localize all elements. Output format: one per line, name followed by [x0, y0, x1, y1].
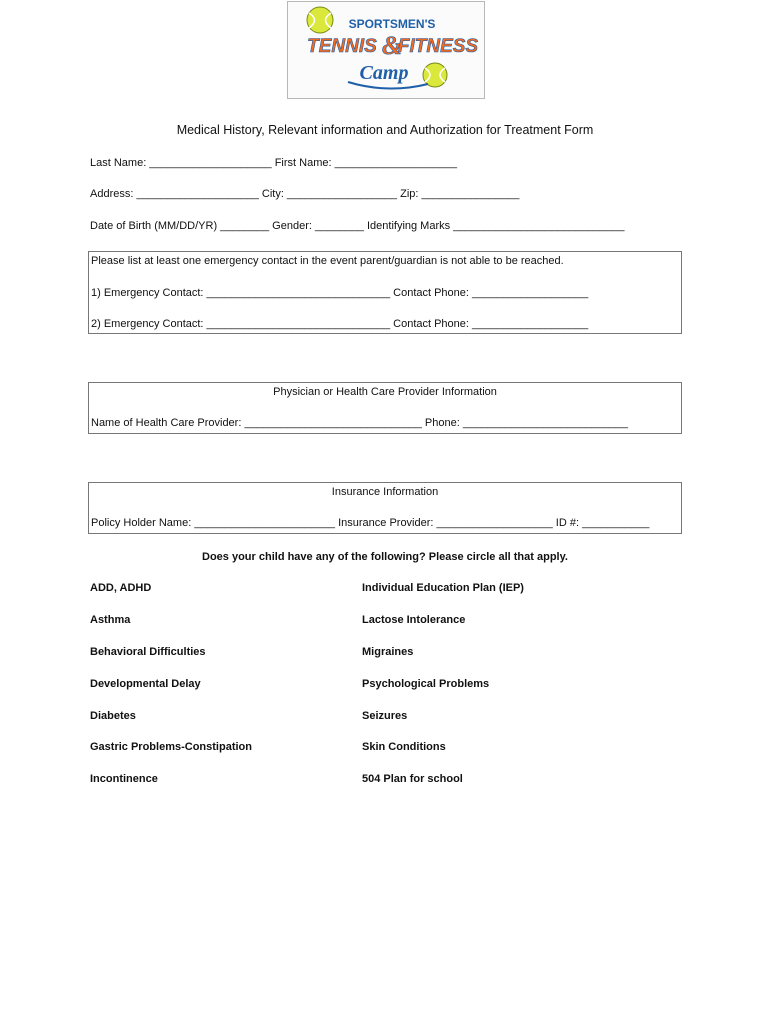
- name-fields[interactable]: Last Name: ____________________ First Name: ____________________: [90, 157, 457, 169]
- condition-item[interactable]: Asthma: [90, 614, 131, 626]
- logo-fitness-text: FITNESS: [397, 36, 479, 57]
- health-care-provider-field[interactable]: Name of Health Care Provider: _____________________________ Phone: ___________________________: [91, 417, 629, 429]
- condition-item[interactable]: Gastric Problems-Constipation: [90, 741, 252, 753]
- logo-graphic: [288, 2, 484, 98]
- address-fields[interactable]: Address: ____________________ City: __________________ Zip: ________________: [90, 188, 520, 200]
- camp-logo: [287, 1, 485, 99]
- tennis-ball-icon: [307, 7, 333, 33]
- insurance-field[interactable]: Policy Holder Name: _______________________ Insurance Provider: ___________________ ID #: ___________: [91, 517, 650, 529]
- condition-item[interactable]: Diabetes: [90, 710, 136, 722]
- form-title: Medical History, Relevant information and Authorization for Treatment Form: [176, 123, 594, 137]
- condition-item[interactable]: Seizures: [362, 710, 408, 722]
- insurance-heading: Insurance Information: [331, 486, 439, 498]
- conditions-question: Does your child have any of the following? Please circle all that apply.: [202, 551, 568, 563]
- condition-item[interactable]: Incontinence: [90, 773, 158, 785]
- logo-ampersand: &: [381, 31, 403, 60]
- logo-camp-text: Camp: [359, 62, 409, 84]
- logo-tennis-text: TENNIS: [307, 36, 377, 57]
- condition-item[interactable]: Developmental Delay: [90, 678, 201, 690]
- condition-item[interactable]: 504 Plan for school: [362, 773, 463, 785]
- condition-item[interactable]: Psychological Problems: [362, 678, 490, 690]
- condition-item[interactable]: Behavioral Difficulties: [90, 646, 206, 658]
- condition-item[interactable]: ADD, ADHD: [90, 582, 152, 594]
- emergency-contact-box: [88, 251, 682, 334]
- emergency-heading: Please list at least one emergency contact in the event parent/guardian is not able to be reached.: [91, 255, 564, 267]
- physician-heading: Physician or Health Care Provider Information: [273, 386, 497, 398]
- emergency-contact-2[interactable]: 2) Emergency Contact: ______________________________ Contact Phone: ___________________: [91, 318, 589, 330]
- condition-item[interactable]: Lactose Intolerance: [362, 614, 466, 626]
- condition-item[interactable]: Migraines: [362, 646, 414, 658]
- logo-top-text: SPORTSMEN'S: [348, 17, 436, 31]
- insurance-box: [88, 482, 682, 534]
- dob-gender-fields[interactable]: Date of Birth (MM/DD/YR) ________ Gender: ________ Identifying Marks ____________________________: [90, 220, 625, 232]
- condition-item[interactable]: Skin Conditions: [362, 741, 446, 753]
- physician-box: [88, 382, 682, 434]
- condition-item[interactable]: Individual Education Plan (IEP): [362, 582, 524, 594]
- emergency-contact-1[interactable]: 1) Emergency Contact: ______________________________ Contact Phone: ___________________: [91, 287, 589, 299]
